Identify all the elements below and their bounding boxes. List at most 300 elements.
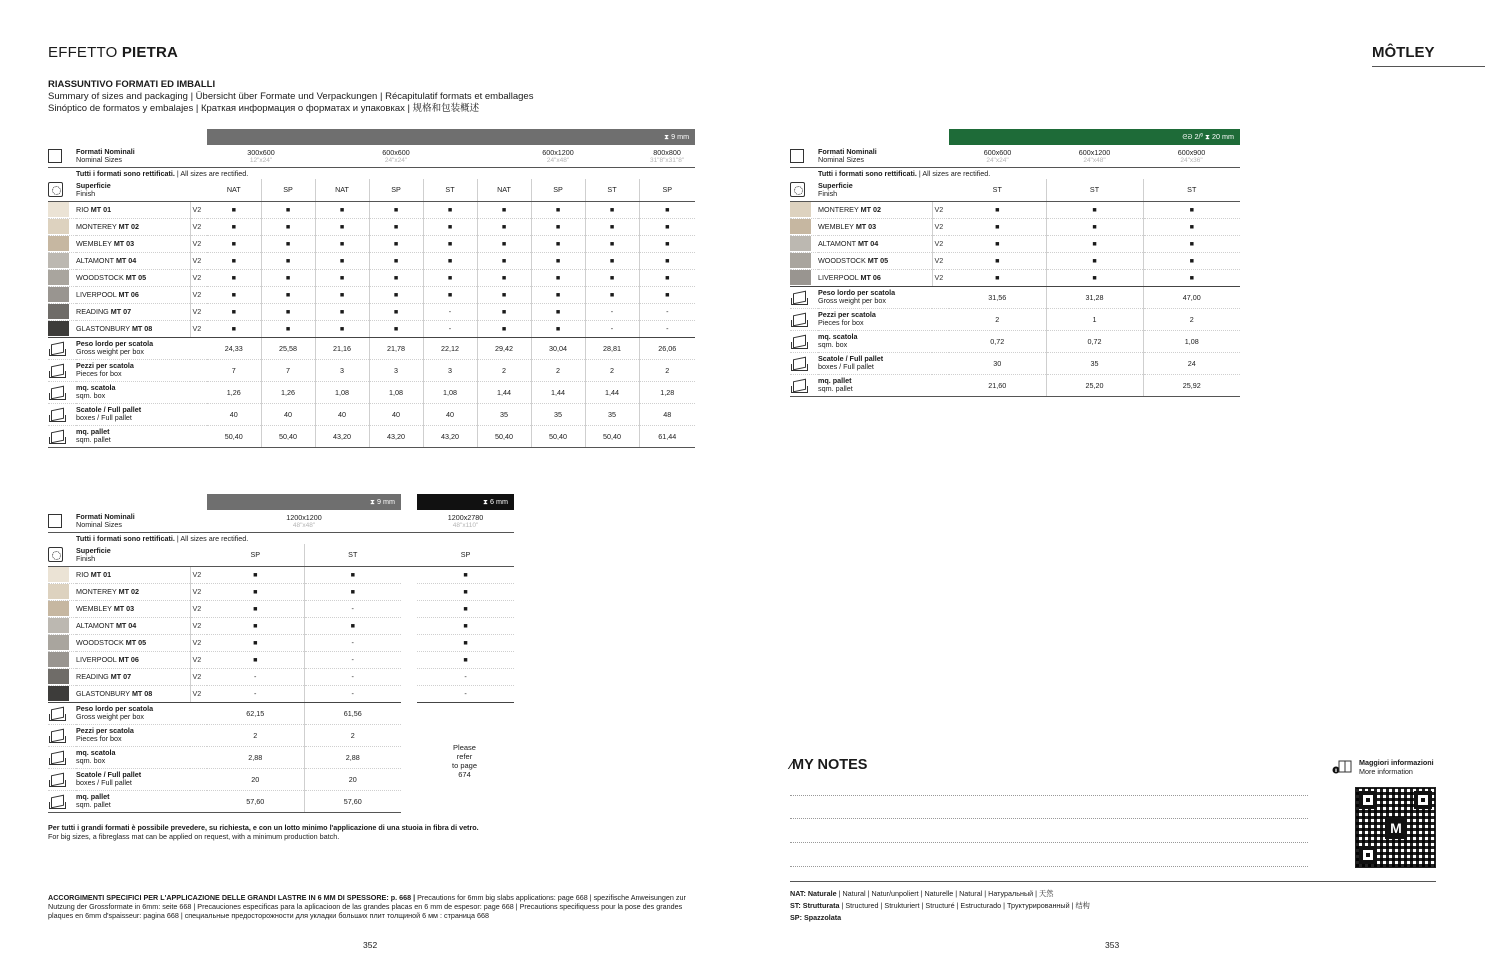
availability-cell: - [585, 303, 639, 320]
packaging-value: 40 [261, 403, 315, 425]
surface-icon [48, 547, 63, 562]
summary-heading-block [48, 79, 688, 115]
color-swatch [790, 219, 811, 234]
packaging-value: 50,40 [207, 425, 261, 447]
thickness-banner: ᘓᘐ 2/⁰ ⧗ 20 mm [949, 129, 1240, 145]
collection-name: MÔTLEY [1372, 44, 1435, 61]
availability-cell: ■ [304, 583, 401, 600]
notes-line[interactable] [790, 866, 1308, 867]
availability-cell: - [207, 668, 304, 685]
info-book-icon [1332, 760, 1352, 774]
product-name: WEMBLEY MT 03 [76, 235, 190, 252]
availability-cell: ■ [207, 286, 261, 303]
packaging-value: 2 [639, 359, 695, 381]
packaging-value: 43,20 [369, 425, 423, 447]
product-name: GLASTONBURY MT 08 [76, 685, 190, 702]
availability-cell: ■ [477, 218, 531, 235]
product-name: WOODSTOCK MT 05 [818, 252, 932, 269]
packaging-value: 35 [585, 403, 639, 425]
color-swatch [48, 567, 69, 582]
shade-variation: V2 [932, 269, 949, 286]
availability-cell: ■ [585, 286, 639, 303]
product-name: READING MT 07 [76, 303, 190, 320]
product-name: ALTAMONT MT 04 [76, 252, 190, 269]
format-size: 1200x1200 48"x48" [207, 510, 401, 532]
box-icon [48, 362, 66, 378]
format-size-icon [48, 149, 62, 163]
shade-variation: V2 [190, 617, 207, 634]
availability-cell: ■ [1046, 269, 1143, 286]
finish-label: ST [304, 544, 401, 566]
product-name: WOODSTOCK MT 05 [76, 634, 190, 651]
product-name: MONTEREY MT 02 [76, 583, 190, 600]
availability-cell: ■ [369, 218, 423, 235]
finish-label: NAT [315, 179, 369, 201]
availability-cell: ■ [1143, 252, 1240, 269]
collection-underline [1372, 66, 1485, 67]
packaging-value: 50,40 [531, 425, 585, 447]
packaging-value: 1,08 [369, 381, 423, 403]
notes-line[interactable] [790, 842, 1308, 843]
availability-cell: - [304, 668, 401, 685]
availability-cell: - [417, 668, 514, 685]
shade-variation: V2 [932, 252, 949, 269]
box-icon [48, 727, 66, 743]
availability-cell: ■ [261, 303, 315, 320]
product-name: LIVERPOOL MT 06 [76, 651, 190, 668]
finish-label: ST [1143, 179, 1240, 201]
summary-line-2: Sinóptico de formatos y embalajes | Краткая информация о форматах и упаковках | 规格和包装概述 [48, 103, 480, 114]
product-name: LIVERPOOL MT 06 [76, 286, 190, 303]
packaging-value: 57,60 [304, 790, 401, 812]
availability-cell: ■ [304, 617, 401, 634]
rectified-note: Tutti i formati sono rettificati. | All sizes are rectified. [76, 168, 249, 178]
packaging-value: 3 [369, 359, 423, 381]
availability-cell: ■ [304, 566, 401, 583]
packaging-value: 21,60 [949, 374, 1046, 396]
product-name: RIO MT 01 [76, 201, 190, 218]
availability-cell: ■ [585, 235, 639, 252]
availability-cell: ■ [531, 252, 585, 269]
notes-line[interactable] [790, 795, 1308, 796]
availability-cell: ■ [207, 634, 304, 651]
availability-cell: ■ [585, 269, 639, 286]
availability-cell: ■ [417, 617, 514, 634]
thickness-banner: ⧗ 9 mm [207, 129, 695, 145]
packaging-value: 1,08 [423, 381, 477, 403]
packaging-value: 2 [1143, 308, 1240, 330]
format-size: 600x900 24"x36" [1143, 145, 1240, 167]
legend-sp: SP: Spazzolata [790, 913, 842, 922]
box-icon [790, 311, 808, 327]
surface-icon [48, 182, 63, 197]
availability-cell: ■ [531, 235, 585, 252]
availability-cell: ■ [261, 252, 315, 269]
availability-cell: ■ [261, 218, 315, 235]
format-size: 600x600 24"x24" [949, 145, 1046, 167]
shade-variation: V2 [190, 634, 207, 651]
color-swatch [48, 652, 69, 667]
availability-cell: ■ [531, 201, 585, 218]
packaging-value: 40 [423, 403, 477, 425]
format-size: 600x1200 24"x48" [477, 145, 639, 167]
color-swatch [48, 584, 69, 599]
product-name: ALTAMONT MT 04 [818, 235, 932, 252]
availability-cell: ■ [207, 566, 304, 583]
summary-line-1: Summary of sizes and packaging | Übersicht über Formate und Verpackungen | Récapitulatif formats et emballages [48, 91, 534, 102]
product-name: MONTEREY MT 02 [76, 218, 190, 235]
packaging-value: 20 [304, 768, 401, 790]
availability-cell: ■ [207, 252, 261, 269]
availability-cell: - [639, 303, 695, 320]
color-swatch [48, 669, 69, 684]
availability-cell: ■ [207, 617, 304, 634]
box-icon [48, 771, 66, 787]
packaging-value: 61,44 [639, 425, 695, 447]
availability-cell: ■ [369, 252, 423, 269]
packaging-value: 40 [315, 403, 369, 425]
finish-label: SP [261, 179, 315, 201]
availability-cell: ■ [1046, 252, 1143, 269]
packaging-value: 22,12 [423, 337, 477, 359]
packaging-value: 1,08 [315, 381, 369, 403]
availability-cell: ■ [369, 303, 423, 320]
availability-cell: ■ [1046, 201, 1143, 218]
color-swatch [48, 635, 69, 650]
my-notes-title: ⁄MY NOTES [790, 757, 868, 773]
availability-cell: ■ [423, 235, 477, 252]
availability-cell: ■ [369, 201, 423, 218]
availability-cell: ■ [315, 252, 369, 269]
availability-cell: ■ [369, 235, 423, 252]
packaging-value: 25,58 [261, 337, 315, 359]
product-name: WEMBLEY MT 03 [818, 218, 932, 235]
packaging-value: 57,60 [207, 790, 304, 812]
availability-cell: ■ [207, 201, 261, 218]
color-swatch [790, 270, 811, 285]
qr-code[interactable] [1355, 787, 1436, 868]
availability-cell: - [304, 685, 401, 702]
availability-cell: ■ [477, 286, 531, 303]
packaging-value: 0,72 [1046, 330, 1143, 352]
finish-label: SP [369, 179, 423, 201]
format-size-icon [790, 149, 804, 163]
finish-label: SP [531, 179, 585, 201]
packaging-value: 2 [949, 308, 1046, 330]
format-size: 300x600 12"x24" [207, 145, 315, 167]
color-swatch [48, 253, 69, 268]
finish-label: ST [949, 179, 1046, 201]
finish-label: ST [585, 179, 639, 201]
color-swatch [48, 236, 69, 251]
thickness-banner: ⧗ 6 mm [417, 494, 514, 510]
pen-icon: ⁄ [790, 758, 793, 772]
availability-cell: ■ [639, 201, 695, 218]
summary-heading: RIASSUNTIVO FORMATI ED IMBALLI [48, 79, 216, 90]
finish-label: ST [423, 179, 477, 201]
packaging-value: 35 [477, 403, 531, 425]
product-name: MONTEREY MT 02 [818, 201, 932, 218]
product-name: READING MT 07 [76, 668, 190, 685]
packaging-value: 43,20 [315, 425, 369, 447]
notes-line[interactable] [790, 818, 1308, 819]
packaging-value: 24,33 [207, 337, 261, 359]
packaging-value: 1,28 [639, 381, 695, 403]
rectified-note: Tutti i formati sono rettificati. | All sizes are rectified. [818, 168, 991, 178]
availability-cell: ■ [1046, 218, 1143, 235]
packaging-value: 48 [639, 403, 695, 425]
availability-cell: ■ [531, 269, 585, 286]
packaging-value: 7 [261, 359, 315, 381]
legend-st: ST: Strutturata | Structured | Strukturiert | Structuré | Estructurado | Трyктурированный | 结构 [790, 901, 1090, 910]
packaging-value: 40 [369, 403, 423, 425]
packaging-value: 28,81 [585, 337, 639, 359]
availability-cell: - [585, 320, 639, 337]
shade-variation: V2 [190, 303, 207, 320]
availability-cell: ■ [639, 252, 695, 269]
packaging-value: 43,20 [423, 425, 477, 447]
more-information: Maggiori informazioni More information [1359, 758, 1434, 776]
product-name: WOODSTOCK MT 05 [76, 269, 190, 286]
availability-cell: ■ [261, 286, 315, 303]
product-name: LIVERPOOL MT 06 [818, 269, 932, 286]
packaging-value: 30,04 [531, 337, 585, 359]
packaging-value: 31,28 [1046, 286, 1143, 308]
availability-cell: ■ [315, 218, 369, 235]
format-size: 800x800 31"8"x31"8" [639, 145, 695, 167]
qr-finder [1359, 791, 1377, 809]
packaging-value: 35 [531, 403, 585, 425]
availability-cell: - [304, 634, 401, 651]
packaging-value: 50,40 [261, 425, 315, 447]
legend-divider [790, 881, 1436, 882]
availability-cell: ■ [531, 320, 585, 337]
availability-cell: - [423, 303, 477, 320]
qr-finder [1359, 846, 1377, 864]
color-swatch [48, 287, 69, 302]
availability-cell: ■ [417, 566, 514, 583]
box-icon [48, 749, 66, 765]
availability-cell: ■ [315, 235, 369, 252]
availability-cell: ■ [639, 269, 695, 286]
availability-cell: ■ [423, 252, 477, 269]
packaging-value: 1,44 [585, 381, 639, 403]
page-number-right: 353 [1105, 940, 1120, 950]
shade-variation: V2 [190, 600, 207, 617]
shade-variation: V2 [932, 235, 949, 252]
availability-cell: ■ [1143, 235, 1240, 252]
finish-label: SP [207, 544, 304, 566]
page-number-left: 352 [363, 940, 378, 950]
format-size: 1200x2780 48"x110" [417, 510, 514, 532]
packaging-value: 1,26 [261, 381, 315, 403]
availability-cell: ■ [585, 252, 639, 269]
shade-variation: V2 [190, 566, 207, 583]
availability-cell: - [423, 320, 477, 337]
section-title: EFFETTO PIETRA [48, 44, 179, 61]
packaging-value: 35 [1046, 352, 1143, 374]
availability-cell: ■ [585, 218, 639, 235]
shade-variation: V2 [190, 668, 207, 685]
availability-cell: ■ [477, 303, 531, 320]
availability-cell: ■ [949, 201, 1046, 218]
color-swatch [48, 219, 69, 234]
packaging-value: 3 [315, 359, 369, 381]
availability-cell: ■ [369, 286, 423, 303]
packaging-value: 0,72 [949, 330, 1046, 352]
availability-cell: ■ [423, 286, 477, 303]
availability-cell: ■ [207, 269, 261, 286]
availability-cell: ■ [423, 201, 477, 218]
availability-cell: ■ [423, 269, 477, 286]
packaging-value: 24 [1143, 352, 1240, 374]
color-swatch [48, 270, 69, 285]
color-swatch [48, 686, 69, 701]
packaging-value: 21,16 [315, 337, 369, 359]
large-slab-precautions-note: ACCORGIMENTI SPECIFICI PER L'APPLICAZIONE DELLE GRANDI LASTRE IN 6 MM DI SPESSORE: p. 668 | Precautions for 6mm big slabs applications: page 668 | spezifische Anweisungen zur Nutzung der Grossformate in 6mm: seite 668 | Precauciones especificas para la aplicacioon de las grandes placas en 6 mm de espesor: page 668 | Precautions specifiquess pour la pose des grandes plaques en 6mm d'spaisseur: pagina 668 | специальные предосторожности для укладки больших плит толщиной 6 мм : страница 668 [48, 893, 686, 920]
availability-cell: ■ [261, 320, 315, 337]
availability-cell: ■ [207, 651, 304, 668]
packaging-value: 20 [207, 768, 304, 790]
availability-cell: ■ [477, 269, 531, 286]
please-refer-note: Please refer to page 674 [451, 743, 478, 779]
thickness-banner: ⧗ 9 mm [207, 494, 401, 510]
availability-cell: ■ [531, 286, 585, 303]
availability-cell: ■ [417, 600, 514, 617]
packaging-value: 25,92 [1143, 374, 1240, 396]
finish-label: NAT [477, 179, 531, 201]
shade-variation: V2 [190, 320, 207, 337]
color-swatch [790, 253, 811, 268]
availability-cell: ■ [417, 583, 514, 600]
color-swatch [48, 321, 69, 336]
legend-nat: NAT: Naturale | Natural | Natur/unpoliert | Naturelle | Natural | Натуральный | 天然 [790, 889, 1054, 898]
availability-cell: ■ [531, 218, 585, 235]
box-icon [48, 428, 66, 444]
availability-cell: ■ [369, 320, 423, 337]
availability-cell: ■ [949, 269, 1046, 286]
availability-cell: ■ [639, 235, 695, 252]
box-icon [48, 793, 66, 809]
packaging-value: 2 [531, 359, 585, 381]
availability-cell: ■ [417, 651, 514, 668]
rectified-note: Tutti i formati sono rettificati. | All sizes are rectified. [76, 533, 249, 543]
qr-logo: M [1385, 817, 1407, 839]
color-swatch [790, 202, 811, 217]
finish-label: SP [417, 544, 514, 566]
finish-label: NAT [207, 179, 261, 201]
shade-variation: V2 [190, 252, 207, 269]
packaging-value: 26,06 [639, 337, 695, 359]
packaging-value: 2,88 [304, 746, 401, 768]
availability-cell: ■ [949, 252, 1046, 269]
packaging-value: 47,00 [1143, 286, 1240, 308]
availability-cell: ■ [1143, 218, 1240, 235]
shade-variation: V2 [190, 218, 207, 235]
packaging-value: 50,40 [585, 425, 639, 447]
box-icon [790, 377, 808, 393]
box-icon [48, 340, 66, 356]
packaging-value: 1 [1046, 308, 1143, 330]
availability-cell: ■ [531, 303, 585, 320]
shade-variation: V2 [932, 201, 949, 218]
availability-cell: ■ [1046, 235, 1143, 252]
packaging-value: 7 [207, 359, 261, 381]
packaging-value: 61,56 [304, 702, 401, 724]
availability-cell: ■ [207, 235, 261, 252]
fiberglass-note: Per tutti i grandi formati è possibile prevedere, su richiesta, e con un lotto minimo l'applicazione di una stuoia in fibra di vetro. For big sizes, a fibreglass mat can be applied on request, with a minimum production batch. [48, 823, 479, 841]
availability-cell: ■ [477, 252, 531, 269]
availability-cell: ■ [423, 218, 477, 235]
availability-cell: - [207, 685, 304, 702]
packaging-value: 1,26 [207, 381, 261, 403]
availability-cell: ■ [417, 634, 514, 651]
packaging-value: 62,15 [207, 702, 304, 724]
box-icon [48, 406, 66, 422]
packaging-value: 2 [304, 724, 401, 746]
availability-cell: ■ [585, 201, 639, 218]
packaging-value: 1,44 [477, 381, 531, 403]
color-swatch [48, 601, 69, 616]
packaging-value: 2 [207, 724, 304, 746]
shade-variation: V2 [190, 286, 207, 303]
availability-cell: ■ [477, 201, 531, 218]
availability-cell: ■ [261, 201, 315, 218]
packaging-value: 31,56 [949, 286, 1046, 308]
availability-cell: ■ [207, 583, 304, 600]
color-swatch [48, 202, 69, 217]
shade-variation: V2 [190, 685, 207, 702]
availability-cell: ■ [1143, 201, 1240, 218]
packaging-value: 1,44 [531, 381, 585, 403]
availability-cell: ■ [369, 269, 423, 286]
shade-variation: V2 [190, 269, 207, 286]
packaging-value: 3 [423, 359, 477, 381]
availability-cell: - [304, 651, 401, 668]
packaging-value: 2,88 [207, 746, 304, 768]
availability-cell: ■ [207, 320, 261, 337]
box-icon [790, 355, 808, 371]
availability-cell: ■ [315, 269, 369, 286]
packaging-value: 30 [949, 352, 1046, 374]
availability-cell: - [417, 685, 514, 702]
availability-cell: ■ [1143, 269, 1240, 286]
format-size: 600x1200 24"x48" [1046, 145, 1143, 167]
packaging-value: 21,78 [369, 337, 423, 359]
availability-cell: - [304, 600, 401, 617]
availability-cell: ■ [315, 286, 369, 303]
box-icon [790, 289, 808, 305]
availability-cell: ■ [207, 600, 304, 617]
packaging-value: 50,40 [477, 425, 531, 447]
availability-cell: ■ [639, 286, 695, 303]
availability-cell: ■ [477, 320, 531, 337]
availability-cell: ■ [315, 320, 369, 337]
box-icon [48, 384, 66, 400]
product-name: RIO MT 01 [76, 566, 190, 583]
product-name: WEMBLEY MT 03 [76, 600, 190, 617]
packaging-value: 40 [207, 403, 261, 425]
color-swatch [48, 618, 69, 633]
packaging-value: 2 [477, 359, 531, 381]
finish-label: SP [639, 179, 695, 201]
availability-cell: ■ [477, 235, 531, 252]
packaging-value: 1,08 [1143, 330, 1240, 352]
availability-cell: ■ [949, 235, 1046, 252]
format-size: 600x600 24"x24" [315, 145, 477, 167]
availability-cell: ■ [261, 235, 315, 252]
shade-variation: V2 [190, 583, 207, 600]
